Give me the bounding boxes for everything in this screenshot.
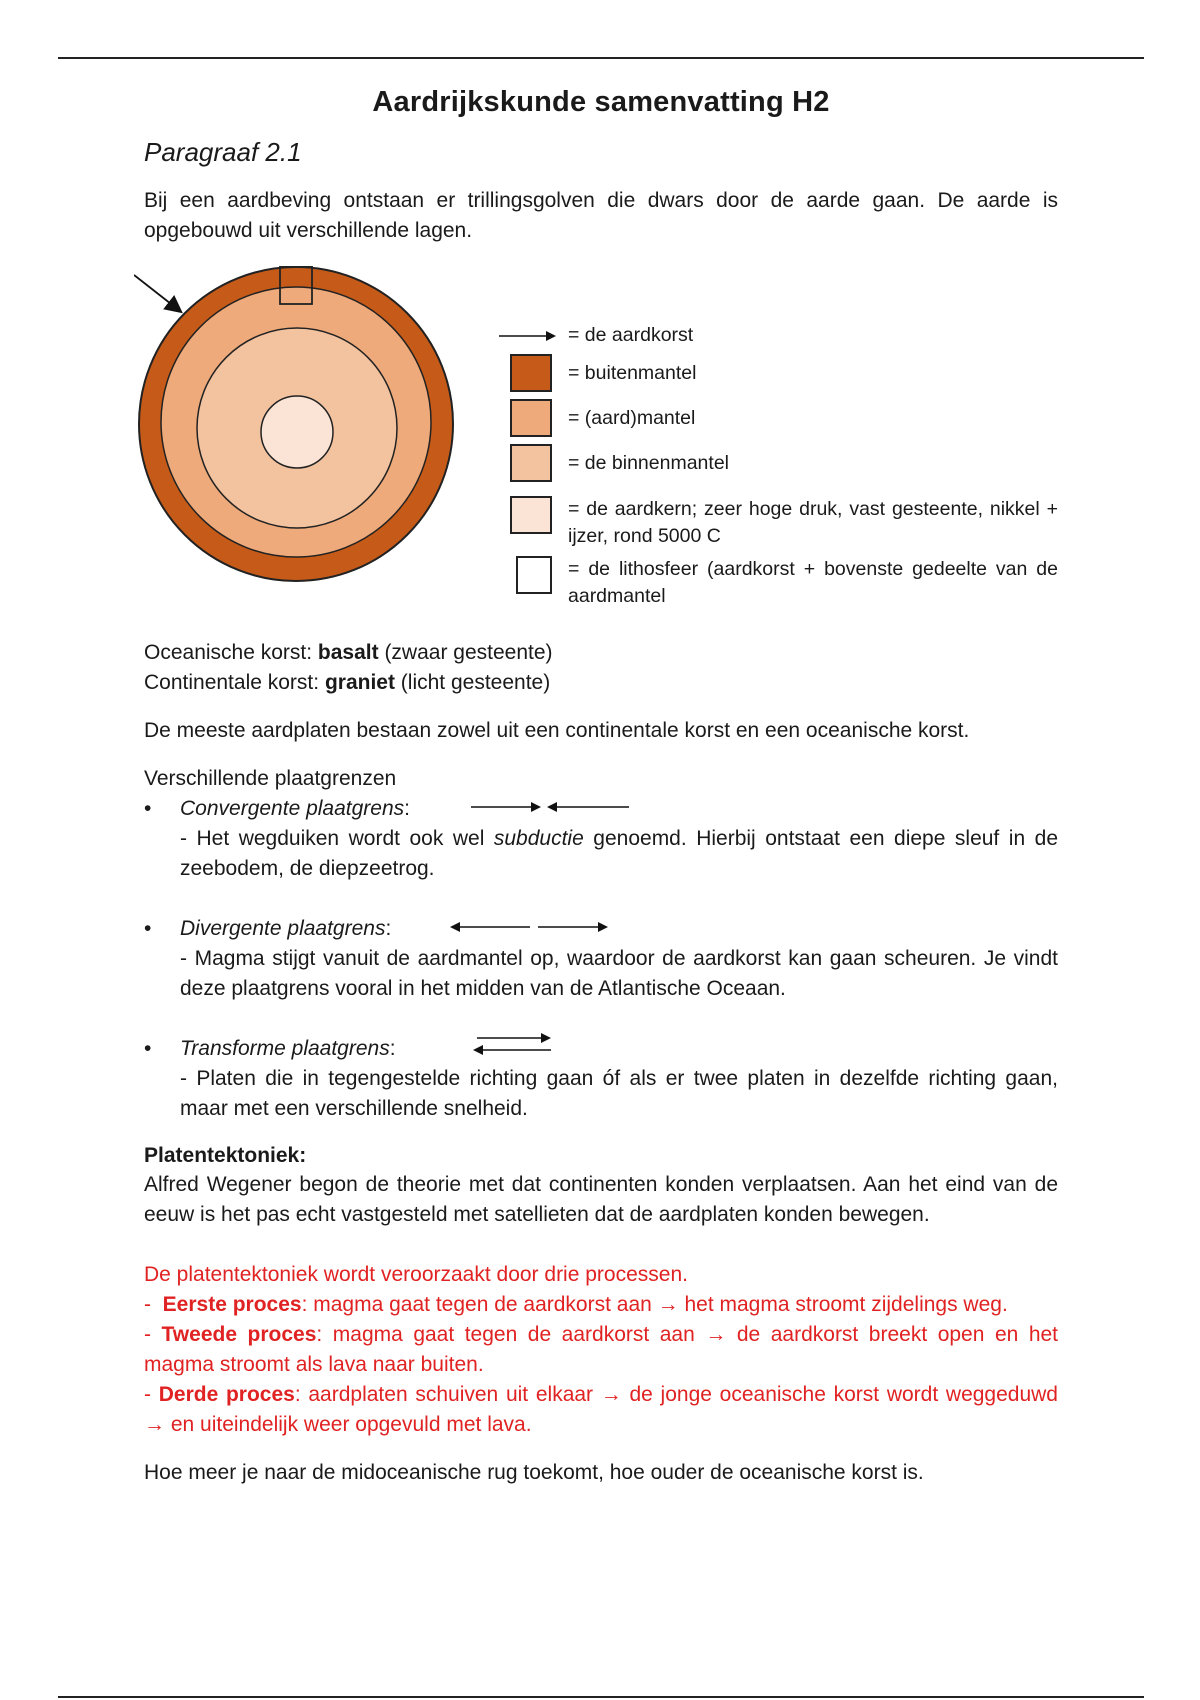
intro-paragraph: Bij een aardbeving ontstaan er trillingsgolven die dwars door de aarde gaan. De aarde is opgebouwd uit verschillende lagen. [144, 189, 1058, 242]
divergent-arrows-icon [448, 919, 612, 935]
divergent-heading: Divergente plaatgrens: [180, 917, 392, 940]
list-item-divergent: • Divergente plaatgrens: - Magma stijgt vanuit de aardmantel op, waardoor de aardkorst kan gaan scheuren. Je vindt deze plaatgrens vooral in het midden van de Atlantische Oceaan. [144, 914, 1058, 1004]
buitenmantel-swatch [510, 354, 552, 392]
list-item-transform: • Transforme plaatgrens: - Platen die in tegengestelde richting gaan óf als er twee platen in dezelfde richting gaan, maar met een verschillende snelheid. [144, 1034, 1058, 1124]
process-item-2: - Tweede proces: magma gaat tegen de aardkorst aan → de aardkorst breekt open en het magma stroomt als lava naar buiten. [144, 1323, 1059, 1376]
aardmantel-swatch [510, 399, 552, 437]
plates-paragraph: De meeste aardplaten bestaan zowel uit een continentale korst en een oceanische korst. [144, 719, 970, 742]
section-heading: Paragraaf 2.1 [144, 137, 302, 167]
convergent-arrows-icon [469, 799, 631, 815]
processes-block [144, 1260, 1058, 1440]
transform-heading: Transforme plaatgrens: [180, 1037, 396, 1060]
arrow-icon [498, 330, 558, 342]
earth-layers-diagram: = de aardkorst = buitenmantel = (aard)mantel = de binnenmantel = de aardkern; zeer hoge druk, vast gesteente, nikkel + ijzer, rond 5000 C = de lithosfeer (aardkorst + bovenste gedeelte van de aardmantel [144, 266, 1058, 638]
convergent-heading: Convergente plaatgrens: [180, 797, 410, 820]
tectonics-heading: Platentektoniek: [144, 1144, 307, 1167]
closing-paragraph: Hoe meer je naar de midoceanische rug toekomt, hoe ouder de oceanische korst is. [144, 1461, 924, 1484]
transform-arrows-icon [469, 1030, 559, 1058]
boundaries-list [144, 794, 1058, 1124]
document-title: Aardrijkskunde samenvatting H2 [372, 86, 830, 118]
processes-intro: De platentektoniek wordt veroorzaakt door drie processen. [144, 1263, 688, 1286]
earth-cross-section [134, 266, 464, 586]
divergent-description: - Magma stijgt vanuit de aardmantel op, waardoor de aardkorst kan gaan scheuren. Je vindt deze plaatgrens vooral in het midden van de Atlantische Oceaan. [180, 947, 1058, 1000]
top-rule [58, 57, 1144, 59]
binnenmantel-swatch [510, 444, 552, 482]
lithosfeer-swatch [516, 556, 552, 594]
list-item-convergent: • Convergente plaatgrens: - Het wegduiken wordt ook wel subductie genoemd. Hierbij ontstaat een diepe sleuf in de zeebodem, de diepzeetrog. [144, 794, 1058, 884]
process-item-1: - Eerste proces: magma gaat tegen de aardkorst aan → het magma stroomt zijdelings weg. [144, 1293, 1008, 1316]
document-page [144, 86, 1058, 1488]
oceanic-crust-line: Oceanische korst: basalt (zwaar gesteente) [144, 641, 553, 664]
transform-description: - Platen die in tegengestelde richting gaan óf als er twee platen in dezelfde richting gaan, maar met een verschillende snelheid. [180, 1067, 1058, 1120]
aardkern-swatch [510, 496, 552, 534]
aardkorst-pointer-arrow [134, 275, 180, 311]
process-item-3: - Derde proces: aardplaten schuiven uit elkaar → de jonge oceanische korst wordt weggeduwd → en uiteindelijk weer opgevuld met lava. [144, 1383, 1058, 1436]
boundaries-heading: Verschillende plaatgrenzen [144, 767, 397, 790]
bottom-rule [58, 1696, 1144, 1698]
continental-crust-line: Continentale korst: graniet (licht gesteente) [144, 671, 551, 694]
convergent-description: - Het wegduiken wordt ook wel subductie genoemd. Hierbij ontstaat een diepe sleuf in de zeebodem, de diepzeetrog. [180, 827, 1058, 880]
tectonics-paragraph: Alfred Wegener begon de theorie met dat continenten konden verplaatsen. Aan het eind van de eeuw is het pas echt vastgesteld met satellieten dat de aardplaten konden bewegen. [144, 1173, 1058, 1226]
aardkern-core [261, 396, 333, 468]
